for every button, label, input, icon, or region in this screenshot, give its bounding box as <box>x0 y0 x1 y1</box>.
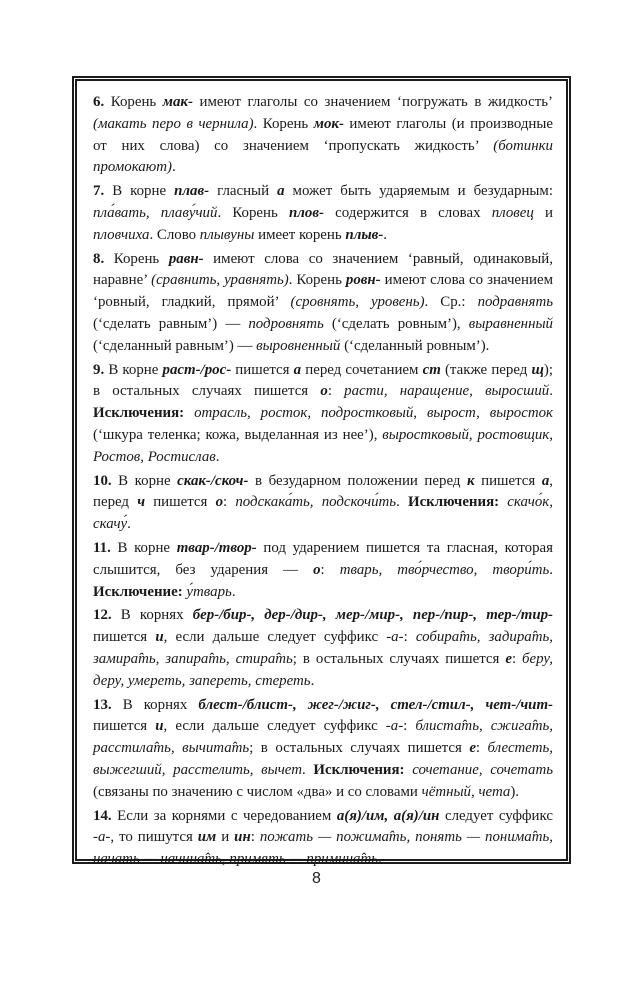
text-run: в безударном положении перед <box>248 472 467 489</box>
text-run: . <box>215 448 220 465</box>
text-run: гласный <box>209 183 278 200</box>
text-run: ). <box>510 783 520 800</box>
text-run: В корне <box>108 361 163 378</box>
rule-paragraph <box>93 538 553 603</box>
root-term: ровн- <box>345 272 381 289</box>
example-text: подравнять <box>477 294 553 311</box>
emphasis-label: Исключения: <box>313 761 405 778</box>
rule-text <box>93 697 553 800</box>
text-run: содержится в словах <box>323 204 492 221</box>
text-run: (также перед <box>440 361 532 378</box>
rule-text <box>93 362 553 465</box>
text-run: . Корень <box>253 115 314 132</box>
example-text: собира̂ть, задира̂ть, замира̂ть, запира̂ть, стира̂ть <box>93 629 553 667</box>
rule-text <box>93 251 553 354</box>
text-run: : <box>250 829 260 846</box>
root-term: скак-/скоч- <box>177 472 249 489</box>
root-term: а <box>541 472 550 489</box>
text-run: пишется <box>93 718 156 735</box>
example-text: у́тварь <box>186 583 232 600</box>
example-text: подровнять <box>248 315 324 332</box>
example-text: чётный, чета <box>421 783 511 800</box>
rule-paragraph <box>93 360 553 469</box>
rule-number: 10. <box>93 472 112 489</box>
text-run: , перед <box>93 472 554 511</box>
text-run: . Корень <box>288 272 346 289</box>
rule-number: 12. <box>93 607 112 624</box>
text-run: имеет корень <box>254 226 346 243</box>
rule-paragraph <box>93 249 553 358</box>
example-text: (макать перо в чернила) <box>93 115 254 132</box>
example-text: блиста̂ть, сжига̂ть, расстила̂ть, вычита̂ть <box>93 718 553 757</box>
root-term: бер-/бир-, дер-/дир-, мер-/мир-, пер-/пир-, тер-/тир- <box>192 607 554 624</box>
example-text: тварь, тво́рчество, твори́ть <box>339 561 550 578</box>
text-run: . <box>301 761 314 778</box>
text-run: : <box>223 494 236 511</box>
rule-paragraph <box>93 806 553 871</box>
example-text: подскака́ть, подскочи́ть <box>235 494 397 511</box>
text-run <box>184 405 194 421</box>
text-run: (связаны по значению с числом «два» и со словами <box>93 783 422 800</box>
root-term: плыв- <box>345 226 384 243</box>
text-run: имеют глаголы со значением ‘погружать в жидкость’ <box>192 94 553 110</box>
example-text: блестеть, выжегший, расстелить, вычет <box>93 740 553 778</box>
text-run: . <box>378 851 382 868</box>
text-run: В корне <box>117 539 177 556</box>
text-run: В корнях <box>122 696 199 713</box>
root-term: к <box>467 472 475 489</box>
root-term: равн- <box>168 250 204 267</box>
root-term: а(я)/им, а(я)/ин <box>336 807 440 824</box>
example-text: плывуны <box>199 226 255 243</box>
text-run: . <box>549 383 553 400</box>
text-run: : <box>475 740 488 757</box>
text-run: : <box>403 718 416 735</box>
text-run: (‘шкура теленка; кожа, выделанная из нее’), <box>93 426 383 443</box>
example-text: пловчиха <box>93 226 150 243</box>
text-run: имеют слова со значением ‘равный, одинаковый, наравне’ <box>93 250 553 289</box>
text-run: пишется <box>93 629 156 646</box>
text-run: и <box>216 829 235 846</box>
rule-number: 8. <box>93 250 105 267</box>
page-number: 8 <box>312 870 321 887</box>
root-term: и <box>155 629 164 646</box>
rule-number: 7. <box>93 183 105 200</box>
text-run: Если за корнями с чередованием <box>117 807 337 824</box>
text-run: пишется <box>231 361 294 378</box>
root-term: и <box>155 718 164 735</box>
root-term: е <box>469 740 476 757</box>
example-text: пла́вать, плаву́чий <box>93 204 218 221</box>
example-text: выростковый, ростовщик, Ростов, Ростислав <box>93 426 553 465</box>
emphasis-label: Исключения: <box>407 494 500 511</box>
text-run: , если дальше следует суффикс <box>163 718 386 735</box>
text-run: перед сочетанием <box>301 361 423 378</box>
text-run: (‘сделать ровным’), <box>323 315 469 332</box>
rule-paragraph <box>93 92 553 179</box>
rule-text <box>93 473 553 533</box>
text-run: Корень <box>110 94 163 110</box>
text-run: , то пишутся <box>110 829 198 846</box>
root-term: мак- <box>162 94 193 110</box>
example-text: (сравнить, уравнять) <box>151 272 289 289</box>
rule-text <box>93 540 553 600</box>
rules-text <box>93 92 553 873</box>
rule-number: 11. <box>93 539 111 556</box>
text-run: . <box>549 561 553 578</box>
emphasis-label: Исключения: <box>93 405 185 422</box>
example-text: (сровнять, уровень) <box>290 294 425 311</box>
rule-text <box>93 183 553 243</box>
example-text: -а- <box>93 829 111 846</box>
text-run: . <box>310 672 315 689</box>
text-run: следует суффикс <box>439 807 553 824</box>
text-run: : <box>511 650 523 667</box>
rule-number: 14. <box>93 807 112 824</box>
text-run: В корне <box>118 472 178 489</box>
rule-paragraph <box>93 181 553 246</box>
text-run: пишется <box>474 472 542 489</box>
text-run: (‘сделать равным’) — <box>93 315 249 332</box>
example-text: пловец <box>491 204 534 221</box>
text-run: : <box>320 561 340 578</box>
text-run: под ударением пишется та гласная, которая слышится, без ударения — <box>93 539 553 578</box>
example-text: сочетание, сочетать <box>412 761 553 778</box>
root-term: о <box>320 383 328 400</box>
root-term: им <box>197 829 217 846</box>
root-term: а <box>277 183 285 200</box>
rule-number: 6. <box>93 94 105 110</box>
rule-paragraph <box>93 471 553 536</box>
text-run: ; в остальных случаях пишется <box>292 650 506 667</box>
text-run: может быть ударяемым и безударным: <box>284 183 553 200</box>
rule-paragraph <box>93 605 553 692</box>
example-text: выровненный <box>256 337 341 354</box>
emphasis-label: Исключение: <box>93 583 183 600</box>
root-term: е <box>505 650 512 667</box>
root-term: плав- <box>174 183 210 200</box>
root-term: блест-/блист-, жег-/жиг-, стел-/стил-, чет-/чит- <box>198 696 553 713</box>
root-term: а <box>293 361 302 378</box>
text-run: ; в остальных случаях пишется <box>249 740 470 757</box>
rule-text <box>93 607 553 688</box>
example-text: пожать — пожима̂ть, понять — понима̂ть, начать — начина̂ть, примять — примина̂ть <box>93 829 553 868</box>
text-run: : <box>327 383 345 400</box>
rule-text <box>93 808 553 868</box>
root-term: щ <box>531 361 544 378</box>
text-run: ); в остальных случаях пишется <box>93 361 553 400</box>
root-term: раст-/рос- <box>162 361 232 378</box>
example-text: беру, деру, умереть, запереть, стереть <box>93 650 553 689</box>
root-term: плов- <box>288 204 324 221</box>
example-text: (ботинки промокают) <box>93 137 553 176</box>
text-run: , если дальше следует суффикс <box>163 629 387 646</box>
text-run: : <box>403 629 416 646</box>
text-run: . Ср.: <box>424 294 478 311</box>
text-run: . <box>231 583 236 600</box>
text-run: пишется <box>145 494 216 511</box>
example-text: -а- <box>386 629 404 646</box>
text-run: (‘сделанный равным’) — <box>93 337 257 354</box>
text-run: . Корень <box>217 204 289 221</box>
root-term: мок- <box>313 115 344 132</box>
root-term: ст <box>422 361 441 378</box>
text-run: . Слово <box>149 226 200 243</box>
text-run: . <box>171 159 176 176</box>
text-run: . <box>127 516 131 533</box>
text-run: (‘сделанный ровным’). <box>340 337 490 354</box>
example-text: скачо́к, скачу́ <box>93 494 553 533</box>
rule-paragraph <box>93 695 553 804</box>
example-text: отрасль, росток, подростковый, вырост, выросток <box>194 405 553 422</box>
text-run: имеют слова со значением ‘ровный, гладкий, прямой’ <box>93 272 554 311</box>
root-term: твар-/твор- <box>176 539 257 556</box>
root-term: ч <box>137 494 146 511</box>
example-text: -а- <box>385 718 404 735</box>
root-term: о <box>313 561 321 578</box>
root-term: ин <box>234 829 251 846</box>
example-text: расти, наращение, выросший <box>344 383 550 400</box>
root-term: о <box>215 494 224 511</box>
example-text: выравненный <box>468 315 553 332</box>
text-run: . <box>383 226 388 243</box>
text-run: Корень <box>113 250 169 267</box>
text-run: В корне <box>112 183 175 200</box>
text-run: имеют глаголы (и производные от них слова) со значением ‘пропускать жидкость’ <box>93 115 553 154</box>
rule-text <box>93 94 553 175</box>
text-run: В корнях <box>120 607 193 624</box>
rule-number: 13. <box>93 696 112 713</box>
text-run: . <box>396 494 408 511</box>
text-run: и <box>533 204 553 221</box>
rule-number: 9. <box>93 361 105 378</box>
